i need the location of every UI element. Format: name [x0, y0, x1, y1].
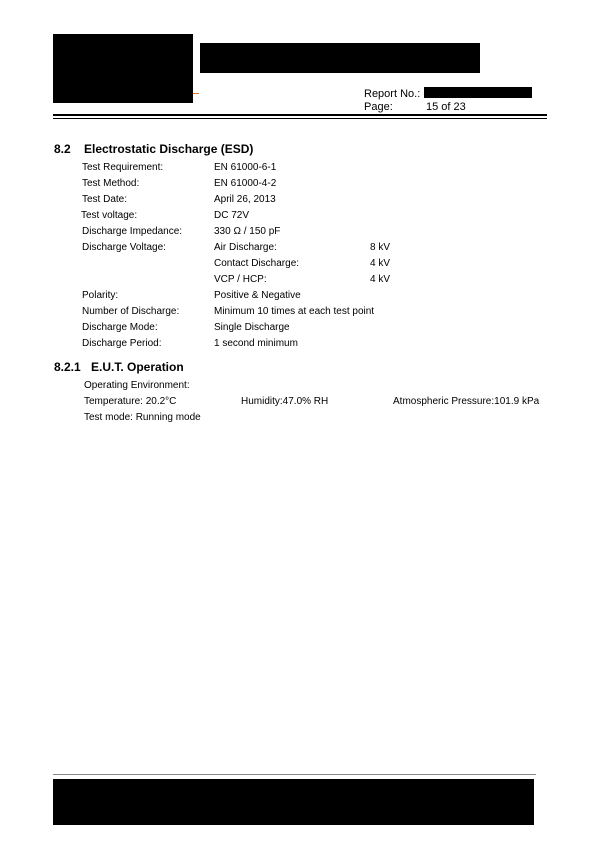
row-label: Polarity:	[82, 290, 119, 301]
row-value: Single Discharge	[214, 322, 290, 333]
section-title: Electrostatic Discharge (ESD)	[84, 142, 254, 156]
header-rule-thick	[53, 114, 547, 116]
redacted-company-name	[200, 43, 480, 73]
page-number: 15 of 23	[426, 101, 466, 113]
row-value: DC 72V	[214, 210, 250, 221]
operating-environment-label: Operating Environment:	[84, 380, 190, 391]
page-label: Page:	[364, 101, 393, 113]
pressure-value: Atmospheric Pressure:101.9 kPa	[393, 396, 540, 407]
report-no-label: Report No.:	[364, 88, 421, 100]
row-label: Test Method:	[82, 178, 140, 189]
row-label: Discharge Mode:	[82, 322, 158, 333]
row-value: April 26, 2013	[214, 194, 276, 205]
row-value: VCP / HCP:	[214, 274, 267, 285]
row-label: Discharge Impedance:	[82, 226, 183, 237]
row-label: Discharge Voltage:	[82, 242, 166, 253]
row-extra: 4 kV	[370, 258, 391, 269]
header-rule-thin	[53, 118, 547, 119]
redacted-footer	[53, 779, 534, 825]
temperature-value: Temperature: 20.2°C	[84, 396, 177, 407]
row-value: 330 Ω / 150 pF	[214, 226, 281, 237]
row-value: EN 61000-6-1	[214, 162, 277, 173]
row-value: Positive & Negative	[214, 290, 301, 301]
subsection-title: E.U.T. Operation	[91, 360, 184, 374]
row-value: Air Discharge:	[214, 242, 277, 253]
row-value: Contact Discharge:	[214, 258, 300, 269]
row-label: Number of Discharge:	[82, 306, 180, 317]
row-label: Discharge Period:	[82, 338, 162, 349]
subsection-number: 8.2.1	[54, 360, 81, 374]
redacted-report-no	[424, 87, 532, 98]
row-label: Test Date:	[82, 194, 128, 205]
row-value: 1 second minimum	[214, 338, 298, 349]
humidity-value: Humidity:47.0% RH	[241, 396, 329, 407]
section-number: 8.2	[54, 142, 71, 156]
row-label: Test voltage:	[81, 210, 138, 221]
row-label: Test Requirement:	[82, 162, 164, 173]
row-extra: 4 kV	[370, 274, 391, 285]
test-mode-value: Test mode: Running mode	[84, 412, 201, 423]
row-value: Minimum 10 times at each test point	[214, 306, 375, 317]
row-extra: 8 kV	[370, 242, 391, 253]
logo-accent-line	[193, 93, 199, 94]
row-value: EN 61000-4-2	[214, 178, 277, 189]
redacted-logo	[53, 34, 193, 103]
footer-rule	[53, 774, 536, 775]
